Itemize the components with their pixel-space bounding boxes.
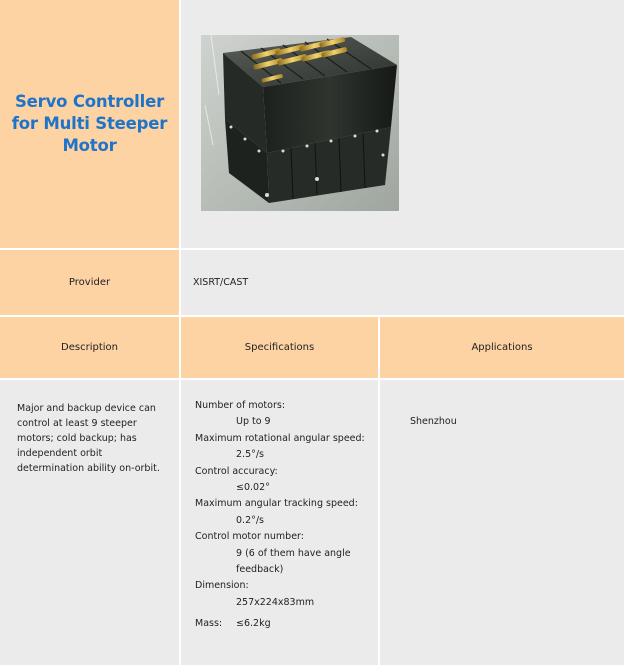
image-cell — [181, 0, 624, 248]
spec-item-max-tracking-speed — [195, 496, 378, 529]
specifications-body-cell — [181, 380, 378, 665]
spec-label: Dimension: — [195, 580, 249, 592]
spec-value: 9 (6 of them have angle feedback) — [236, 547, 351, 576]
applications-header: Applications — [471, 342, 533, 353]
spec-value: Up to 9 — [236, 416, 271, 428]
description-header: Description — [61, 342, 118, 353]
spec-list — [181, 380, 378, 633]
spec-item-control-accuracy — [195, 464, 378, 497]
description-body-cell — [0, 380, 179, 665]
spec-item-mass — [195, 611, 378, 632]
applications-header-cell — [380, 317, 624, 378]
applications-text: Shenzhou — [410, 416, 457, 427]
specifications-header-cell — [181, 317, 378, 378]
spec-item-dimension — [195, 578, 378, 611]
spec-value: 0.2°/s — [236, 514, 265, 526]
spec-label: Mass: — [195, 618, 223, 630]
provider-label: Provider — [68, 277, 111, 288]
description-header-cell — [0, 317, 179, 378]
spec-label: Control accuracy: — [195, 465, 278, 477]
provider-value-cell — [181, 250, 624, 315]
spec-value: 257x224x83mm — [236, 596, 315, 608]
title-cell — [0, 0, 179, 248]
servo-controller-photo — [201, 35, 399, 211]
spec-item-number-of-motors — [195, 398, 378, 431]
spec-label: Number of motors: — [195, 400, 286, 411]
provider-label-cell — [0, 250, 179, 315]
spec-value: 2.5°/s — [236, 449, 265, 461]
spec-label: Control motor number: — [195, 531, 304, 543]
applications-body-cell — [380, 380, 624, 665]
description-text: Major and backup device can control at least 9 steeper motors; cold backup; has independent orbit determination ability on-orbit. — [17, 403, 160, 474]
spec-label: Maximum angular tracking speed: — [195, 498, 358, 510]
provider-value: XISRT/CAST — [193, 277, 249, 288]
spec-item-max-rotational-speed — [195, 431, 378, 464]
specifications-header: Specifications — [244, 342, 315, 353]
spec-label: Maximum rotational angular speed: — [195, 432, 365, 444]
spec-value: ≤0.02° — [236, 482, 270, 494]
product-title: Servo Controller for Multi Steeper Motor — [11, 92, 168, 155]
spec-item-control-motor-number — [195, 529, 378, 578]
spec-value: ≤6.2kg — [236, 618, 271, 630]
